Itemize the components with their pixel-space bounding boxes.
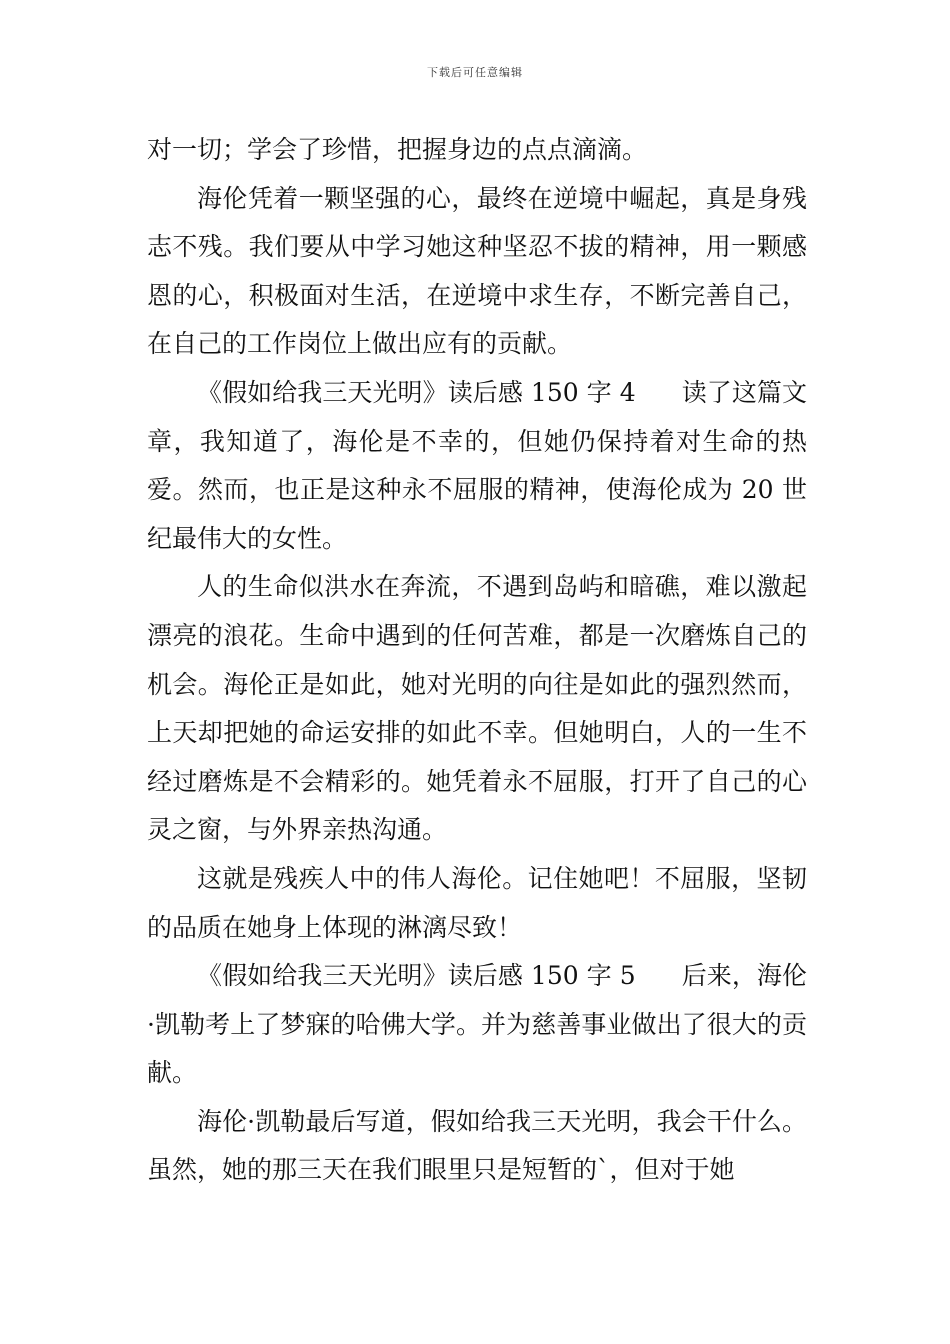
section-title: 《假如给我三天光明》读后感 150 字 4 (197, 377, 636, 407)
page-header: 下载后可任意编辑 (427, 66, 523, 79)
paragraph: 海伦·凯勒最后写道，假如给我三天光明，我会干什么。虽然，她的那三天在我们眼里只是短暂的`，但对于她 (147, 1106, 807, 1185)
paragraph: 人的生命似洪水在奔流，不遇到岛屿和暗礁，难以激起漂亮的浪花。生命中遇到的任何苦难，都是一次磨炼自己的机会。海伦正是如此，她对光明的向往是如此的强烈然而，上天却把她的命运安排的如此不幸。但她明白，人的一生不经过磨炼是不会精彩的。她凭着永不屈服，打开了自己的心灵之窗，与外界亲热沟通。 (147, 572, 807, 845)
paragraph-text: 读了这篇文章，我知道了，海伦是不幸的，但她仍保持着对生命的热爱。然而，也正是这种永不屈服的精神，使海伦成为 20 世纪最伟大的女性。 (147, 377, 807, 553)
document-body (147, 126, 807, 1195)
paragraph-with-title (147, 369, 807, 563)
paragraph: 这就是残疾人中的伟人海伦。记住她吧！不屈服，坚韧的品质在她身上体现的淋漓尽致！ (147, 863, 807, 942)
paragraph-with-title (147, 952, 807, 1098)
paragraph-text: 后来，海伦·凯勒考上了梦寐的哈佛大学。并为慈善事业做出了很大的贡献。 (147, 961, 807, 1088)
paragraph: 对一切；学会了珍惜，把握身边的点点滴滴。 (147, 135, 648, 164)
paragraph: 海伦凭着一颗坚强的心，最终在逆境中崛起，真是身残志不残。我们要从中学习她这种坚忍不拔的精神，用一颗感恩的心，积极面对生活，在逆境中求生存，不断完善自己，在自己的工作岗位上做出应有的贡献。 (147, 183, 807, 359)
section-title: 《假如给我三天光明》读后感 150 字 5 (197, 961, 636, 991)
